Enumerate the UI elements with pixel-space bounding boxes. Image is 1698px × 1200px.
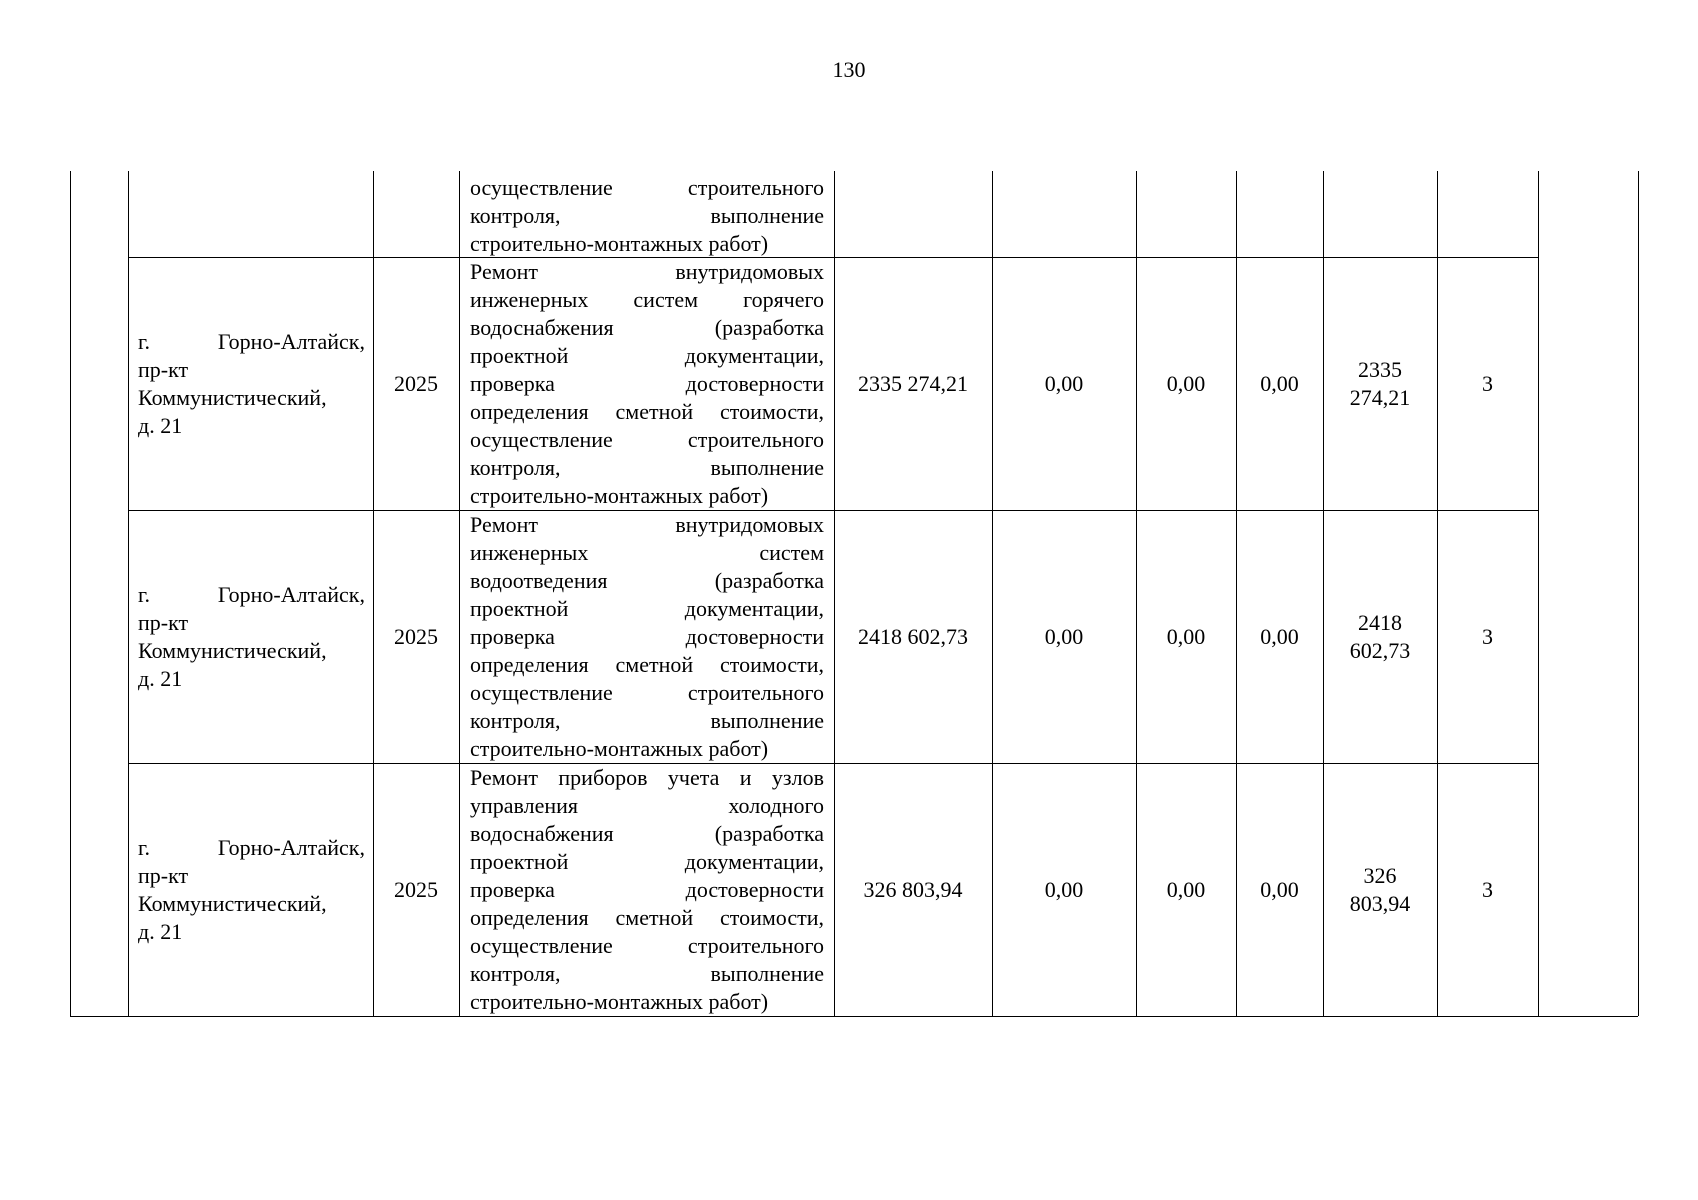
count-cell-value: 3 xyxy=(1482,370,1493,396)
description-line: водоотведения (разработка xyxy=(470,568,824,593)
description-line: Ремонт внутридомовых xyxy=(470,259,824,284)
total-cost-cell-value: 326 803,94 xyxy=(863,876,963,902)
page-number: 130 xyxy=(832,57,866,82)
description-line: инженерных систем xyxy=(470,540,824,565)
description-line: определения сметной стоимости, xyxy=(470,905,824,930)
amount-cell-value: 0,00 xyxy=(1044,623,1084,649)
description-line: проверка достоверности xyxy=(470,877,824,902)
description-line: контроля, выполнение xyxy=(470,708,824,733)
address-line: д. 21 xyxy=(138,412,183,438)
address-cell xyxy=(128,763,373,1016)
amount-cell-value: 2335 274,21 xyxy=(1349,356,1411,410)
amount-cell xyxy=(1323,257,1437,510)
amount-cell xyxy=(1136,510,1236,763)
address-text xyxy=(138,581,365,693)
address-line: г. Горно-Алтайск, xyxy=(138,581,365,607)
address-text xyxy=(138,834,365,946)
description-line: водоснабжения (разработка xyxy=(470,315,824,340)
amount-cell xyxy=(992,510,1136,763)
address-cell xyxy=(128,510,373,763)
data-table xyxy=(70,171,1638,1016)
description-line: строительно-монтажных работ) xyxy=(470,231,769,256)
description-line: осуществление строительного xyxy=(470,933,824,958)
year-cell: 2025 xyxy=(394,623,438,649)
address-line: г. Горно-Алтайск, xyxy=(138,834,365,860)
description-line: осуществление строительного xyxy=(470,175,824,200)
description-continuation xyxy=(459,174,834,258)
description-line: строительно-монтажных работ) xyxy=(470,736,769,761)
amount-cell xyxy=(1323,510,1437,763)
description-line: проектной документации, xyxy=(470,849,824,874)
address-cell xyxy=(128,257,373,510)
count-cell-value: 3 xyxy=(1482,623,1493,649)
amount-cell-value: 0,00 xyxy=(1260,623,1299,649)
count-cell-value: 3 xyxy=(1482,876,1493,902)
amount-cell-value: 0,00 xyxy=(1044,370,1084,396)
address-line: Коммунистический, xyxy=(138,637,327,663)
amount-cell xyxy=(992,257,1136,510)
description-line: водоснабжения (разработка xyxy=(470,821,824,846)
amount-cell-value: 2418 602,73 xyxy=(1349,609,1411,663)
description-line: проектной документации, xyxy=(470,596,824,621)
description-line: определения сметной стоимости, xyxy=(470,652,824,677)
amount-cell xyxy=(1323,763,1437,1016)
description-line: проектной документации, xyxy=(470,343,824,368)
description-line: осуществление строительного xyxy=(470,680,824,705)
amount-cell-value: 0,00 xyxy=(1166,370,1206,396)
count-cell xyxy=(1437,510,1538,763)
description-line: контроля, выполнение xyxy=(470,455,824,480)
amount-cell xyxy=(1236,257,1323,510)
description-cell xyxy=(459,511,834,763)
description-cell xyxy=(459,764,834,1016)
address-line: Коммунистический, xyxy=(138,384,327,410)
column-border xyxy=(70,171,71,1016)
description-line: проверка достоверности xyxy=(470,624,824,649)
year-cell: 2025 xyxy=(394,370,438,396)
description-line: контроля, выполнение xyxy=(470,961,824,986)
amount-cell xyxy=(1136,257,1236,510)
address-text xyxy=(138,328,365,440)
description-line: Ремонт приборов учета и узлов xyxy=(470,765,824,790)
description-line: Ремонт внутридомовых xyxy=(470,512,824,537)
column-border xyxy=(1538,171,1539,1016)
total-cost-cell-value: 2335 274,21 xyxy=(858,370,968,396)
amount-cell xyxy=(1136,763,1236,1016)
amount-cell-value: 0,00 xyxy=(1260,370,1299,396)
amount-cell xyxy=(1236,763,1323,1016)
total-cost-cell xyxy=(834,763,992,1016)
column-border xyxy=(1638,171,1639,1016)
description-line: осуществление строительного xyxy=(470,427,824,452)
description-line: управления холодного xyxy=(470,793,824,818)
address-line: пр-кт xyxy=(138,609,189,635)
total-cost-cell-value: 2418 602,73 xyxy=(858,623,968,649)
address-line: пр-кт xyxy=(138,862,189,888)
description-line: проверка достоверности xyxy=(470,371,824,396)
address-line: д. 21 xyxy=(138,918,183,944)
description-line: инженерных систем горячего xyxy=(470,287,824,312)
amount-cell-value: 0,00 xyxy=(1044,876,1084,902)
description-line: строительно-монтажных работ) xyxy=(470,483,769,508)
description-line: строительно-монтажных работ) xyxy=(470,989,769,1014)
amount-cell-value: 326 803,94 xyxy=(1349,862,1411,916)
description-cell xyxy=(459,258,834,510)
total-cost-cell xyxy=(834,510,992,763)
address-line: г. Горно-Алтайск, xyxy=(138,328,365,354)
total-cost-cell xyxy=(834,257,992,510)
amount-cell-value: 0,00 xyxy=(1260,876,1299,902)
amount-cell xyxy=(1236,510,1323,763)
description-line: контроля, выполнение xyxy=(470,203,824,228)
count-cell xyxy=(1437,257,1538,510)
count-cell xyxy=(1437,763,1538,1016)
address-line: д. 21 xyxy=(138,665,183,691)
amount-cell-value: 0,00 xyxy=(1166,876,1206,902)
year-cell: 2025 xyxy=(394,876,438,902)
table-bottom-border xyxy=(70,1016,1638,1017)
address-line: Коммунистический, xyxy=(138,890,327,916)
description-line: определения сметной стоимости, xyxy=(470,399,824,424)
amount-cell-value: 0,00 xyxy=(1166,623,1206,649)
address-line: пр-кт xyxy=(138,356,189,382)
amount-cell xyxy=(992,763,1136,1016)
